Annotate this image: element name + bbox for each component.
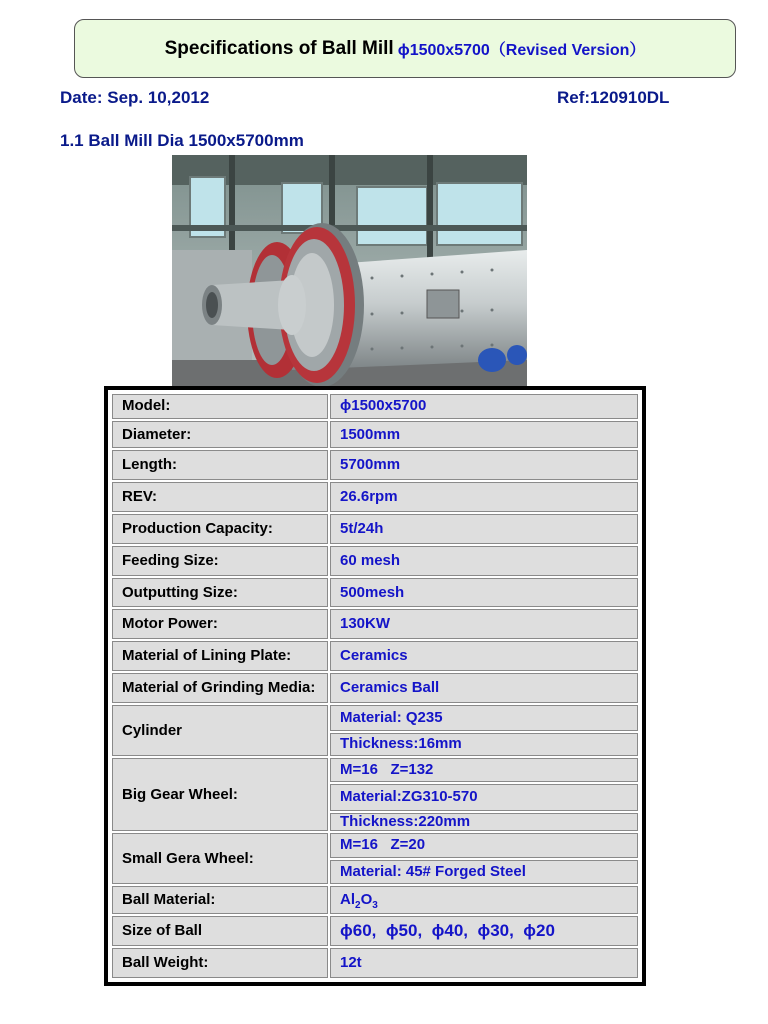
spec-label-capacity: Production Capacity: bbox=[112, 514, 328, 544]
table-row bbox=[112, 514, 638, 544]
spec-value-big-gear-thickness: Thickness:220mm bbox=[330, 813, 638, 832]
table-row bbox=[112, 450, 638, 480]
spec-label-media: Material of Grinding Media: bbox=[112, 673, 328, 703]
document-date: Date: Sep. 10,2012 bbox=[60, 88, 210, 107]
table-row bbox=[112, 948, 638, 978]
spec-label-cylinder: Cylinder bbox=[112, 705, 328, 756]
table-row bbox=[112, 609, 638, 639]
spec-value-feeding: 60 mesh bbox=[330, 546, 638, 576]
table-row bbox=[112, 833, 638, 858]
spec-value-small-gear-material: Material: 45# Forged Steel bbox=[330, 860, 638, 885]
spec-label-ball-material: Ball Material: bbox=[112, 886, 328, 914]
table-row bbox=[112, 421, 638, 449]
spec-table bbox=[110, 392, 640, 980]
spec-label-diameter: Diameter: bbox=[112, 421, 328, 449]
ball-mill-photo bbox=[172, 155, 527, 388]
spec-value-model: ϕ1500x5700 bbox=[330, 394, 638, 419]
document-title: Specifications of Ball Mill bbox=[164, 37, 394, 59]
spec-label-small-gear: Small Gera Wheel: bbox=[112, 833, 328, 884]
spec-label-model: Model: bbox=[112, 394, 328, 419]
spec-label-outputting: Outputting Size: bbox=[112, 578, 328, 608]
table-row bbox=[112, 758, 638, 782]
spec-value-capacity: 5t/24h bbox=[330, 514, 638, 544]
spec-label-length: Length: bbox=[112, 450, 328, 480]
spec-value-rev: 26.6rpm bbox=[330, 482, 638, 512]
spec-value-diameter: 1500mm bbox=[330, 421, 638, 449]
spec-value-cylinder-thickness: Thickness:16mm bbox=[330, 733, 638, 757]
spec-value-small-gear-module: M=16 Z=20 bbox=[330, 833, 638, 858]
section-heading: 1.1 Ball Mill Dia 1500x5700mm bbox=[60, 131, 304, 150]
table-row bbox=[112, 394, 638, 419]
table-row bbox=[112, 705, 638, 731]
spec-label-feeding: Feeding Size: bbox=[112, 546, 328, 576]
spec-value-lining: Ceramics bbox=[330, 641, 638, 671]
table-row bbox=[112, 886, 638, 914]
spec-label-motor: Motor Power: bbox=[112, 609, 328, 639]
table-row bbox=[112, 641, 638, 671]
spec-label-big-gear: Big Gear Wheel: bbox=[112, 758, 328, 831]
spec-value-ball-material: $Al_2O_3$ bbox=[330, 886, 638, 914]
spec-label-ball-size: Size of Ball bbox=[112, 916, 328, 946]
spec-value-length: 5700mm bbox=[330, 450, 638, 480]
spec-value-media: Ceramics Ball bbox=[330, 673, 638, 703]
table-row bbox=[112, 546, 638, 576]
spec-value-big-gear-module: M=16 Z=132 bbox=[330, 758, 638, 782]
title-box bbox=[74, 19, 736, 78]
table-row bbox=[112, 578, 638, 608]
spec-label-ball-weight: Ball Weight: bbox=[112, 948, 328, 978]
spec-value-cylinder-material: Material: Q235 bbox=[330, 705, 638, 731]
table-row bbox=[112, 916, 638, 946]
spec-value-motor: 130KW bbox=[330, 609, 638, 639]
spec-value-ball-weight: 12t bbox=[330, 948, 638, 978]
spec-value-big-gear-material: Material:ZG310-570 bbox=[330, 784, 638, 811]
document-subtitle: ϕ1500x5700（Revised Version） bbox=[397, 42, 646, 59]
table-row bbox=[112, 482, 638, 512]
spec-label-lining: Material of Lining Plate: bbox=[112, 641, 328, 671]
spec-table-frame bbox=[104, 386, 646, 986]
spec-label-rev: REV: bbox=[112, 482, 328, 512]
table-row bbox=[112, 673, 638, 703]
spec-value-ball-size: ϕ60, ϕ50, ϕ40, ϕ30, ϕ20 bbox=[330, 916, 638, 946]
spec-value-outputting: 500mesh bbox=[330, 578, 638, 608]
document-ref: Ref:120910DL bbox=[557, 88, 670, 107]
